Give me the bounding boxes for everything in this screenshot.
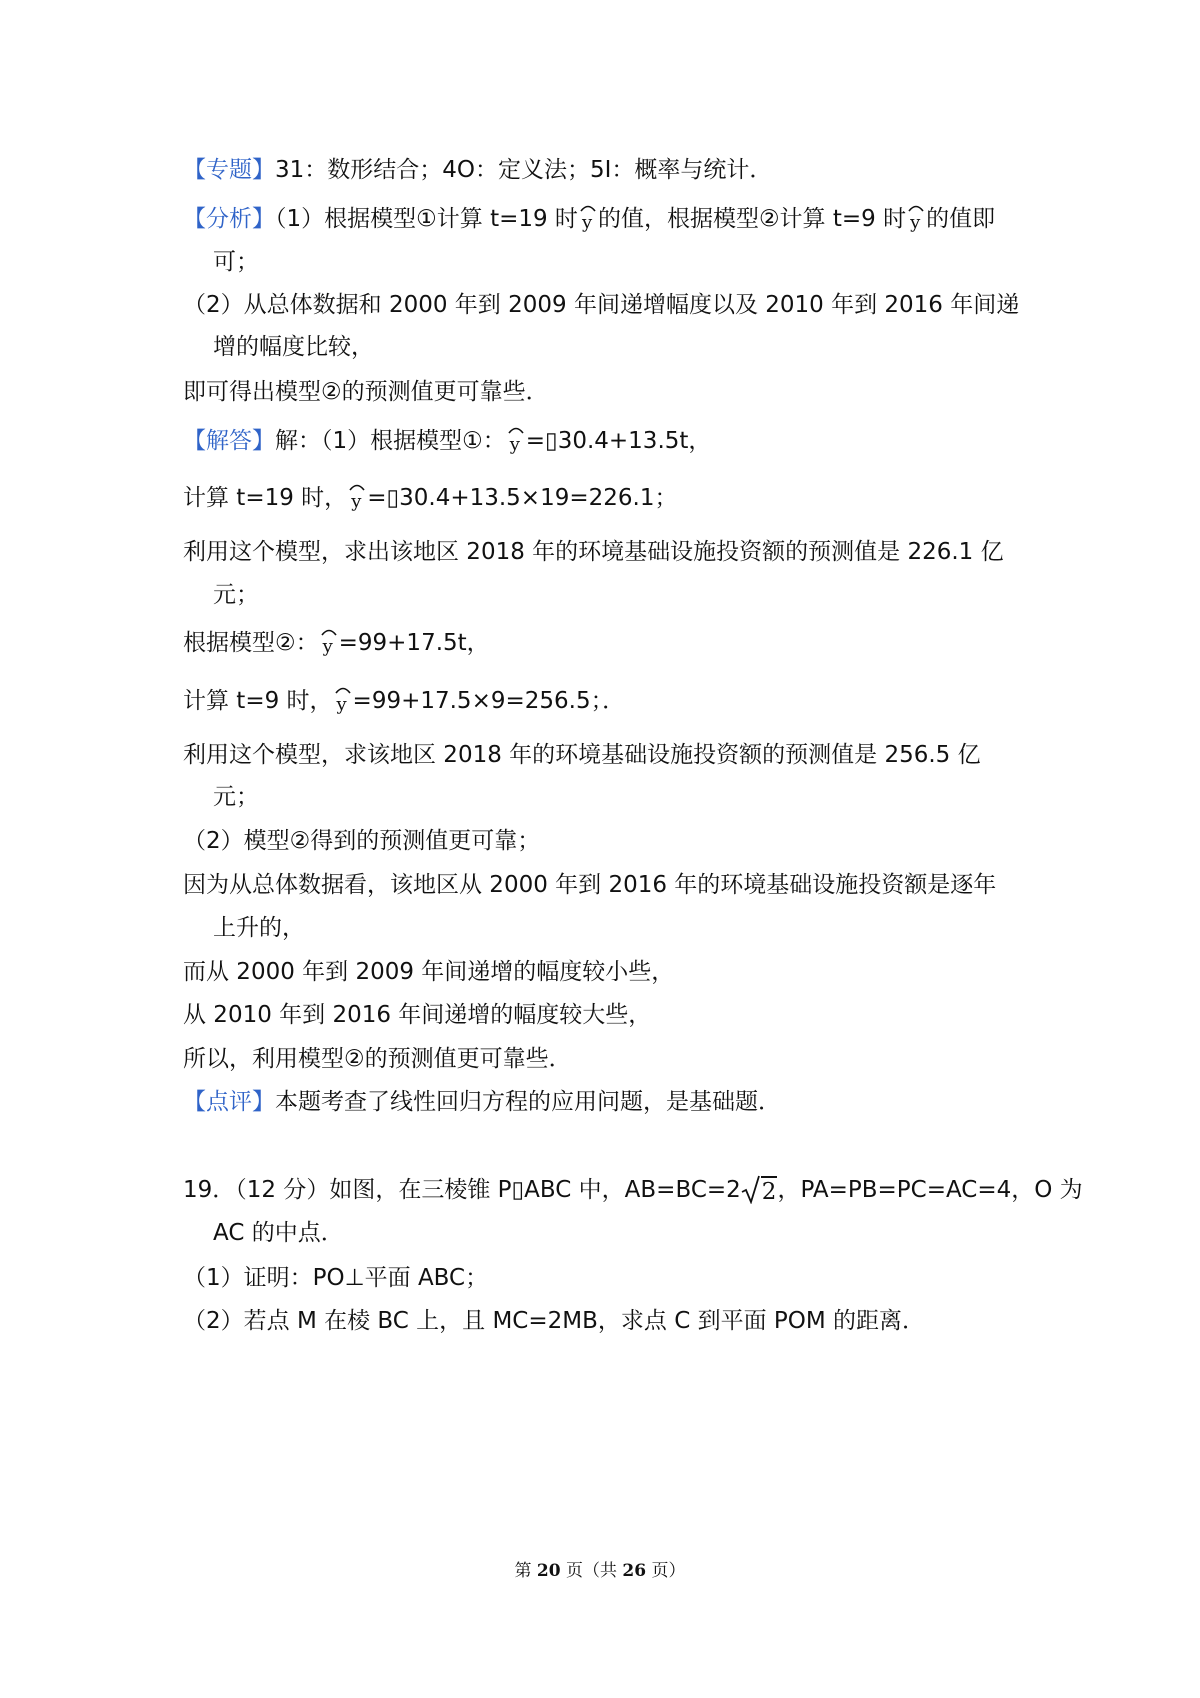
comment-text: 本题考查了线性回归方程的应用问题，是基础题． bbox=[275, 1089, 781, 1115]
y-hat-symbol: y bbox=[319, 627, 339, 659]
topic-text: 31：数形结合；4O：定义法；5I：概率与统计． bbox=[275, 157, 773, 183]
current-page-number: 20 bbox=[536, 1561, 561, 1581]
y-hat-symbol: y bbox=[333, 685, 353, 717]
solution-tag: 【解答】 bbox=[183, 428, 275, 454]
comment-tag: 【点评】 bbox=[183, 1089, 275, 1115]
analysis-tag: 【分析】 bbox=[183, 206, 275, 232]
question-19-line-1 bbox=[183, 1174, 1083, 1208]
analysis-line-2: 可； bbox=[213, 249, 259, 275]
analysis-text: （1）根据模型①计算 t=19 时 bbox=[275, 206, 578, 232]
question-text: ，PA=PB=PC=AC=4，O 为 bbox=[777, 1177, 1083, 1203]
solution-line-13: 从 2010 年到 2016 年间递增的幅度较大些， bbox=[183, 1002, 652, 1028]
analysis-line-1 bbox=[183, 203, 995, 235]
sqrt-symbol: 2 bbox=[741, 1174, 778, 1208]
y-hat-symbol: y bbox=[906, 203, 926, 235]
analysis-text: 的值，根据模型②计算 t=9 时 bbox=[597, 206, 907, 232]
question-text: 19．（12 分）如图，在三棱锥 P▯ABC 中，AB=BC=2 bbox=[183, 1177, 741, 1203]
solution-text: =▯30.4+13.5×19=226.1； bbox=[367, 485, 678, 511]
solution-text: =▯30.4+13.5t， bbox=[525, 428, 712, 454]
page-footer: 第 20 页（共 26 页） bbox=[514, 1561, 686, 1581]
comment-line bbox=[183, 1086, 781, 1118]
solution-text: =99+17.5t， bbox=[338, 630, 490, 656]
solution-line-5 bbox=[183, 627, 490, 659]
solution-text: =99+17.5×9=256.5；． bbox=[352, 688, 626, 714]
solution-line-7: 利用这个模型，求该地区 2018 年的环境基础设施投资额的预测值是 256.5 亿 bbox=[183, 742, 981, 768]
solution-text: 解：（1）根据模型①： bbox=[275, 428, 506, 454]
analysis-line-4: 增的幅度比较， bbox=[213, 334, 374, 360]
solution-line-4: 元； bbox=[213, 582, 259, 608]
solution-line-12: 而从 2000 年到 2009 年间递增的幅度较小些， bbox=[183, 959, 675, 985]
y-hat-symbol: y bbox=[347, 482, 367, 514]
total-pages-number: 26 bbox=[622, 1561, 647, 1581]
y-hat-symbol: y bbox=[578, 203, 598, 235]
solution-line-3: 利用这个模型，求出该地区 2018 年的环境基础设施投资额的预测值是 226.1 亿 bbox=[183, 539, 1004, 565]
solution-line-11: 上升的， bbox=[213, 915, 305, 941]
solution-text: 计算 t=19 时， bbox=[183, 485, 348, 511]
y-hat-symbol: y bbox=[506, 425, 526, 457]
analysis-line-3: （2）从总体数据和 2000 年到 2009 年间递增幅度以及 2010 年到 2016 年间递 bbox=[183, 292, 1020, 318]
analysis-line-5: 即可得出模型②的预测值更可靠些． bbox=[183, 379, 549, 405]
analysis-text: 的值即 bbox=[926, 206, 996, 232]
solution-text: 根据模型②： bbox=[183, 630, 319, 656]
solution-line-1 bbox=[183, 425, 711, 457]
solution-line-8: 元； bbox=[213, 784, 259, 810]
solution-line-6 bbox=[183, 685, 625, 717]
solution-line-14: 所以，利用模型②的预测值更可靠些． bbox=[183, 1046, 572, 1072]
topic-tag: 【专题】 bbox=[183, 157, 275, 183]
question-19-part-1: （1）证明：PO⊥平面 ABC； bbox=[183, 1265, 489, 1291]
solution-text: 计算 t=9 时， bbox=[183, 688, 333, 714]
topic-line bbox=[183, 154, 772, 186]
question-19-part-2: （2）若点 M 在棱 BC 上，且 MC=2MB，求点 C 到平面 POM 的距离． bbox=[183, 1308, 926, 1334]
question-19-line-2: AC 的中点． bbox=[213, 1220, 344, 1246]
solution-line-10: 因为从总体数据看，该地区从 2000 年到 2016 年的环境基础设施投资额是逐年 bbox=[183, 872, 997, 898]
solution-line-2 bbox=[183, 482, 677, 514]
solution-line-9: （2）模型②得到的预测值更可靠； bbox=[183, 828, 541, 854]
